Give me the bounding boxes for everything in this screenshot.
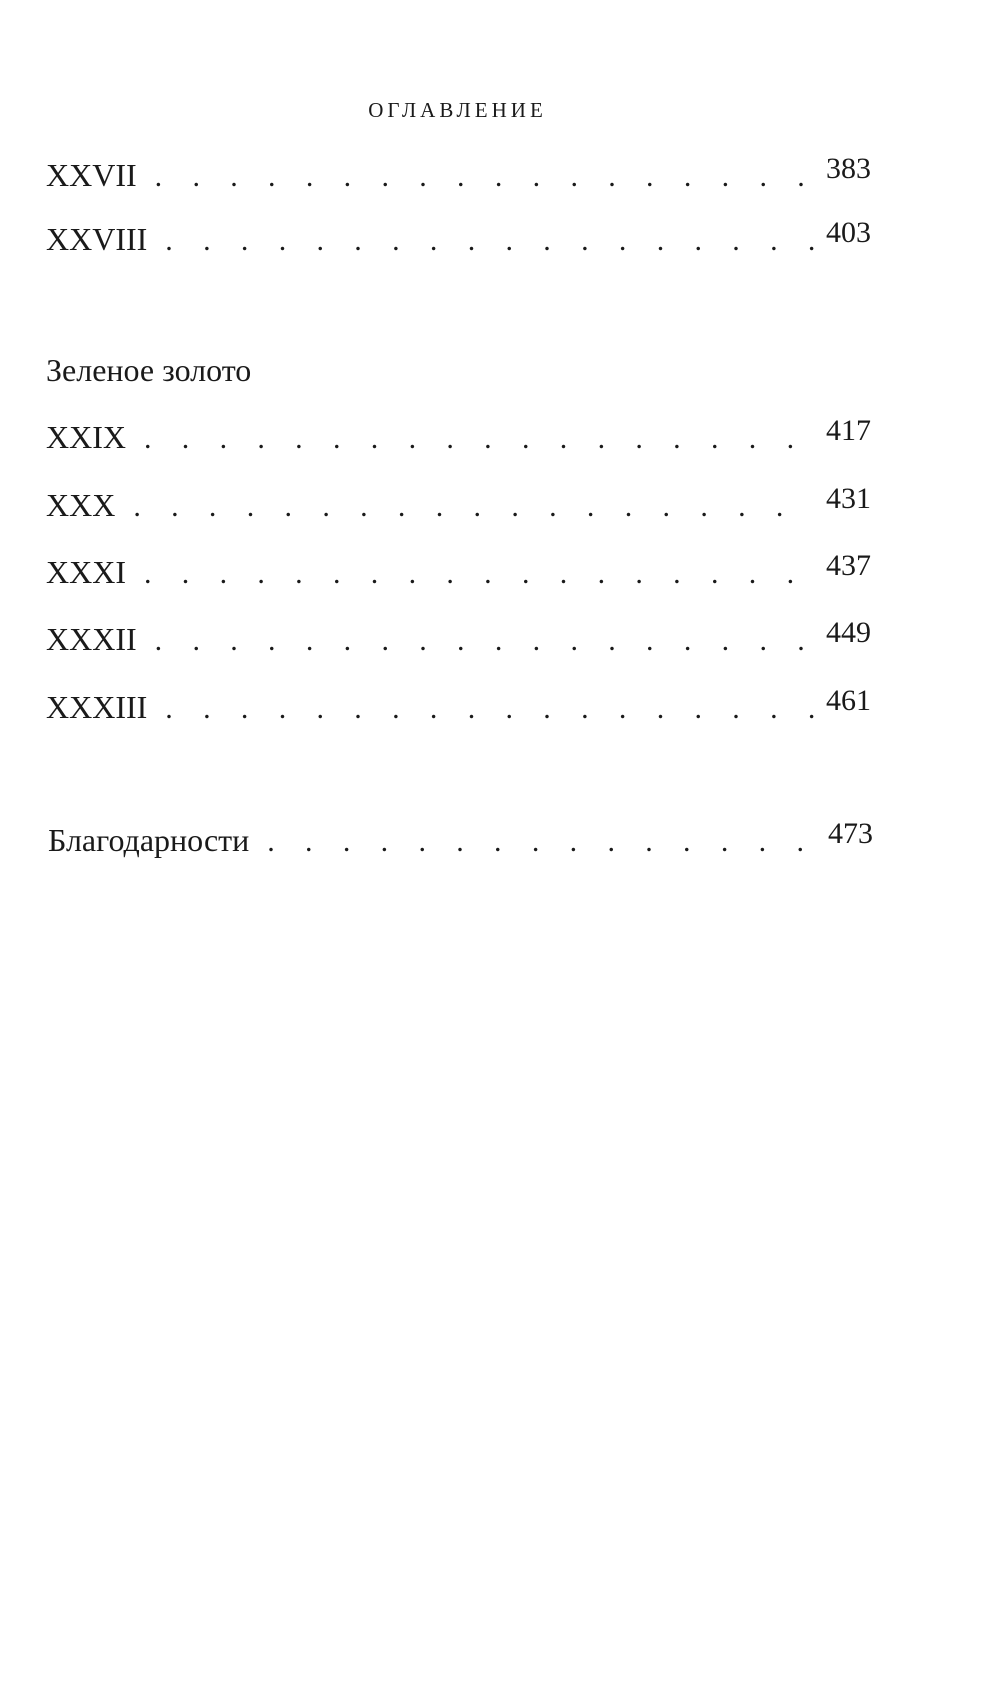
dot-leader [155,619,814,663]
section-title: Зеленое золото [46,352,252,388]
toc-entry-page: 403 [826,216,871,249]
toc-entry[interactable] [46,483,871,527]
toc-entry-page: 461 [826,684,871,717]
toc-entry[interactable] [46,550,871,594]
dot-leader [267,820,816,864]
toc-entry-page: 473 [828,817,873,850]
toc-entry-page: 437 [826,549,871,582]
dot-leader [133,485,814,529]
toc-entry[interactable] [46,415,871,459]
toc-entry-label: XXVII [46,157,137,193]
dot-leader [165,687,814,731]
toc-entry-label: XXXIII [46,689,148,725]
toc-entry[interactable] [46,217,871,261]
dot-leader [144,417,814,461]
toc-entry-label: XXVIII [46,221,148,257]
toc-entry-page: 431 [826,482,871,515]
dot-leader [155,155,814,199]
toc-entry-page: 383 [826,152,871,185]
toc-entry-page: 449 [826,616,871,649]
toc-entry-label: XXXII [46,621,137,657]
toc-entry[interactable] [46,617,871,661]
dot-leader [144,552,814,596]
toc-entry-acknowledgements[interactable] [48,818,873,862]
toc-entry-page: 417 [826,414,871,447]
toc-entry-label: XXIX [46,419,126,455]
toc-entry-label: Благодарности [48,822,250,858]
toc-entry[interactable] [46,153,871,197]
toc-entry-label: XXXI [46,554,126,590]
running-head: ОГЛАВЛЕНИЕ [368,98,547,122]
toc-entry[interactable] [46,685,871,729]
toc-entry-label: XXX [46,487,116,523]
dot-leader [165,219,814,263]
